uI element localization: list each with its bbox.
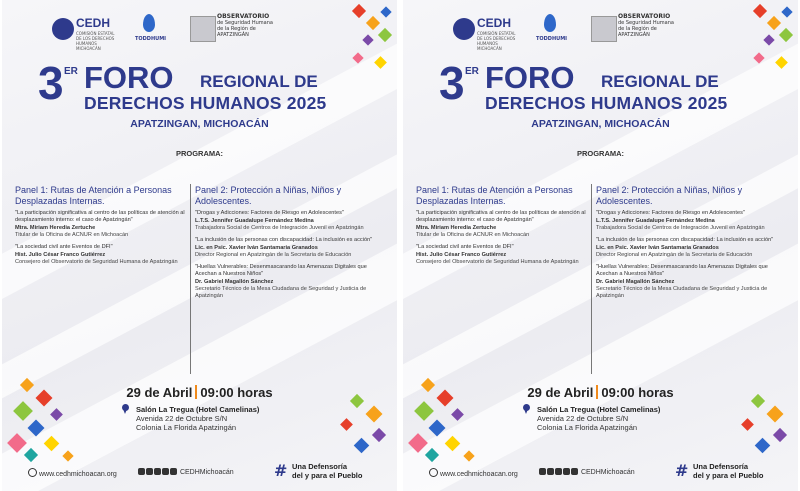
instagram-icon[interactable] xyxy=(547,468,554,475)
speaker-name: Dr. Gabriel Magallón Sánchez xyxy=(195,279,274,285)
panel-2-talk-2 xyxy=(195,237,385,259)
speaker-role: Director Regional en Apatzingán de la Secretaria de Educación xyxy=(195,252,352,258)
talk-title: "La sociedad civil ante Eventos de DFI" xyxy=(15,244,113,250)
social-links xyxy=(138,468,234,476)
tiktok-icon[interactable] xyxy=(571,468,578,475)
cedh-logo xyxy=(453,16,516,51)
toddhumi-logo-name: TODDHUMI xyxy=(536,36,568,42)
observatorio-logo xyxy=(190,14,280,46)
title-regional: REGIONAL DE xyxy=(601,72,719,91)
toddhumi-logo xyxy=(536,12,568,46)
website-link[interactable] xyxy=(28,468,117,478)
youtube-icon[interactable] xyxy=(563,468,570,475)
toddhumi-logo xyxy=(135,12,167,46)
cedh-logo xyxy=(52,16,115,51)
social-links xyxy=(539,468,635,476)
event-time: 09:00 horas xyxy=(601,385,674,400)
title-line2: DERECHOS HUMANOS 2025 xyxy=(485,93,728,113)
event-date: 29 de Abril xyxy=(527,385,594,400)
panel-1-talk-1 xyxy=(15,210,185,239)
speaker-role: Consejero del Observatorio de Seguridad Humana de Apatzingán xyxy=(15,259,178,265)
speaker-name: Hist. Julio César Franco Gutiérrez xyxy=(416,252,507,258)
panel-2-title: Panel 2: Protección a Niñas, Niños y Adolescentes. xyxy=(195,185,342,206)
hashtag-icon: # xyxy=(675,461,689,480)
panel-2-talk-1 xyxy=(195,210,385,232)
speaker-role: Consejero del Observatorio de Seguridad Humana de Apatzingán xyxy=(416,259,579,265)
building-icon xyxy=(190,16,216,42)
title-line2: DERECHOS HUMANOS 2025 xyxy=(84,93,327,113)
observatorio-logo xyxy=(591,14,681,46)
title-foro: FORO xyxy=(84,60,174,95)
talk-title: "Drogas y Adicciones: Factores de Riesgo en Adolescentes" xyxy=(195,210,344,216)
speaker-name: L.T.S. Jennifer Guadalupe Fernández Medina xyxy=(195,218,314,224)
event-datetime xyxy=(403,385,798,400)
talk-title: "La participación significativa al centro de las políticas de atención al desplazamiento interno: el caso de Apatzingán" xyxy=(15,210,185,223)
panel-1-title: Panel 1: Rutas de Atención a Personas Desplazadas Internas. xyxy=(15,185,172,206)
event-date: 29 de Abril xyxy=(126,385,193,400)
cedh-emblem-icon xyxy=(453,18,475,40)
talk-title: "La inclusión de las personas con discapacidad: La inclusión es acción" xyxy=(596,237,774,243)
panel-1 xyxy=(416,185,586,271)
poster-left xyxy=(2,0,397,491)
slogan xyxy=(675,462,785,484)
leaf-icon xyxy=(143,14,155,32)
cedh-emblem-icon xyxy=(52,18,74,40)
panel-2 xyxy=(195,185,385,305)
talk-title: "Huellas Vulnerables: Desenmascarando las Amenazas Digitales que Acechan a Nuestros Niños" xyxy=(195,264,367,277)
title-superscript: ER xyxy=(465,66,479,77)
event-place: APATZINGAN, MICHOACÁN xyxy=(531,118,670,130)
website-text: www.cedhmichoacan.org xyxy=(39,471,117,478)
speaker-role: Trabajadora Social de Centros de Integración Juvenil en Apatzingán xyxy=(596,225,765,231)
speaker-role: Trabajadora Social de Centros de Integración Juvenil en Apatzingán xyxy=(195,225,364,231)
event-time: 09:00 horas xyxy=(200,385,273,400)
location-pin-icon xyxy=(122,404,129,414)
talk-title: "La participación significativa al centro de las políticas de atención al desplazamiento interno: el caso de Apatzingán" xyxy=(416,210,586,223)
facebook-icon[interactable] xyxy=(138,468,145,475)
website-link[interactable] xyxy=(429,468,518,478)
venue-address-1: Avenida 22 de Octubre S/N xyxy=(537,414,629,423)
event-venue xyxy=(537,405,667,432)
talk-title: "Drogas y Adicciones: Factores de Riesgo en Adolescentes" xyxy=(596,210,745,216)
column-divider xyxy=(591,184,592,374)
speaker-name: Lic. en Psic. Xavier Iván Santamaria Granados xyxy=(596,245,719,251)
location-pin-icon xyxy=(523,404,530,414)
slogan-line-1: Una Defensoría xyxy=(292,462,348,471)
title-number: 3 xyxy=(38,57,64,109)
panel-1-talk-2 xyxy=(15,244,185,266)
date-separator xyxy=(195,385,197,399)
observatorio-logo-text: OBSERVATORIO de Seguridad Humana de la Región de APATZINGÁN xyxy=(217,13,273,38)
poster-right xyxy=(403,0,798,491)
talk-title: "La sociedad civil ante Eventos de DFI" xyxy=(416,244,514,250)
panel-2-talk-3 xyxy=(195,264,385,300)
column-divider xyxy=(190,184,191,374)
panel-2-title: Panel 2: Protección a Niñas, Niños y Adolescentes. xyxy=(596,185,743,206)
leaf-icon xyxy=(544,14,556,32)
speaker-name: Lic. en Psic. Xavier Iván Santamaria Granados xyxy=(195,245,318,251)
youtube-icon[interactable] xyxy=(162,468,169,475)
speaker-name: Dr. Gabriel Magallón Sánchez xyxy=(596,279,675,285)
footer xyxy=(2,462,397,484)
talk-title: "La inclusión de las personas con discapacidad: La inclusión es acción" xyxy=(195,237,373,243)
logo-bar xyxy=(403,12,798,51)
social-handle: CEDHMichoacán xyxy=(179,469,234,476)
speaker-role: Director Regional en Apatzingán de la Secretaria de Educación xyxy=(596,252,753,258)
venue-name: Salón La Tregua (Hotel Camelinas) xyxy=(537,405,661,414)
speaker-role: Secretario Técnico de la Mesa Ciudadana de Seguridad y Justicia de Apatzingán xyxy=(195,286,367,299)
cedh-logo-subtitle: COMISIÓN ESTATAL DE LOS DERECHOS HUMANOS MICHOACÁN xyxy=(477,31,516,51)
panel-2-talk-1 xyxy=(596,210,786,232)
cedh-logo-name: CEDH xyxy=(76,16,111,30)
talk-title: "Huellas Vulnerables: Desenmascarando las Amenazas Digitales que Acechan a Nuestros Niños" xyxy=(596,264,768,277)
website-text: www.cedhmichoacan.org xyxy=(440,471,518,478)
facebook-icon[interactable] xyxy=(539,468,546,475)
cedh-logo-name: CEDH xyxy=(477,16,512,30)
slogan-line-2: del y para el Pueblo xyxy=(693,471,764,480)
panel-1-title: Panel 1: Rutas de Atención a Personas Desplazadas Internas. xyxy=(416,185,573,206)
instagram-icon[interactable] xyxy=(146,468,153,475)
title-number: 3 xyxy=(439,57,465,109)
programa-heading: PROGRAMA: xyxy=(175,149,224,158)
slogan-line-2: del y para el Pueblo xyxy=(292,471,363,480)
panel-1-talk-1 xyxy=(416,210,586,239)
title-foro: FORO xyxy=(485,60,575,95)
programa-heading: PROGRAMA: xyxy=(576,149,625,158)
x-icon[interactable] xyxy=(555,468,562,475)
panel-2-talk-2 xyxy=(596,237,786,259)
cedh-logo-subtitle: COMISIÓN ESTATAL DE LOS DERECHOS HUMANOS MICHOACÁN xyxy=(76,31,115,51)
speaker-name: Mtra. Miriam Heredia Zertuche xyxy=(15,225,96,231)
social-handle: CEDHMichoacán xyxy=(580,469,635,476)
globe-icon xyxy=(28,468,37,477)
building-icon xyxy=(591,16,617,42)
speaker-role: Titular de la Oficina de ACNUR en Michoacán xyxy=(416,232,530,238)
venue-address-2: Colonia La Florida Apatzingán xyxy=(136,423,237,432)
speaker-name: Hist. Julio César Franco Gutiérrez xyxy=(15,252,106,258)
globe-icon xyxy=(429,468,438,477)
hashtag-icon: # xyxy=(274,461,288,480)
speaker-name: L.T.S. Jennifer Guadalupe Fernández Medina xyxy=(596,218,715,224)
panel-1 xyxy=(15,185,185,271)
observatorio-logo-text: OBSERVATORIO de Seguridad Humana de la Región de APATZINGÁN xyxy=(618,13,674,38)
speaker-role: Titular de la Oficina de ACNUR en Michoacán xyxy=(15,232,129,238)
event-datetime xyxy=(2,385,397,400)
slogan-line-1: Una Defensoría xyxy=(693,462,749,471)
panel-1-talk-2 xyxy=(416,244,586,266)
footer xyxy=(403,462,798,484)
speaker-name: Mtra. Miriam Heredia Zertuche xyxy=(416,225,497,231)
panel-2 xyxy=(596,185,786,305)
venue-name: Salón La Tregua (Hotel Camelinas) xyxy=(136,405,260,414)
date-separator xyxy=(596,385,598,399)
logo-bar xyxy=(2,12,397,51)
tiktok-icon[interactable] xyxy=(170,468,177,475)
title-superscript: ER xyxy=(64,66,78,77)
panel-2-talk-3 xyxy=(596,264,786,300)
x-icon[interactable] xyxy=(154,468,161,475)
venue-address-2: Colonia La Florida Apatzingán xyxy=(537,423,638,432)
title-regional: REGIONAL DE xyxy=(200,72,318,91)
speaker-role: Secretario Técnico de la Mesa Ciudadana de Seguridad y Justicia de Apatzingán xyxy=(596,286,768,299)
event-venue xyxy=(136,405,266,432)
venue-address-1: Avenida 22 de Octubre S/N xyxy=(136,414,228,423)
toddhumi-logo-name: TODDHUMI xyxy=(135,36,167,42)
event-place: APATZINGAN, MICHOACÁN xyxy=(130,118,269,130)
slogan xyxy=(274,462,384,484)
